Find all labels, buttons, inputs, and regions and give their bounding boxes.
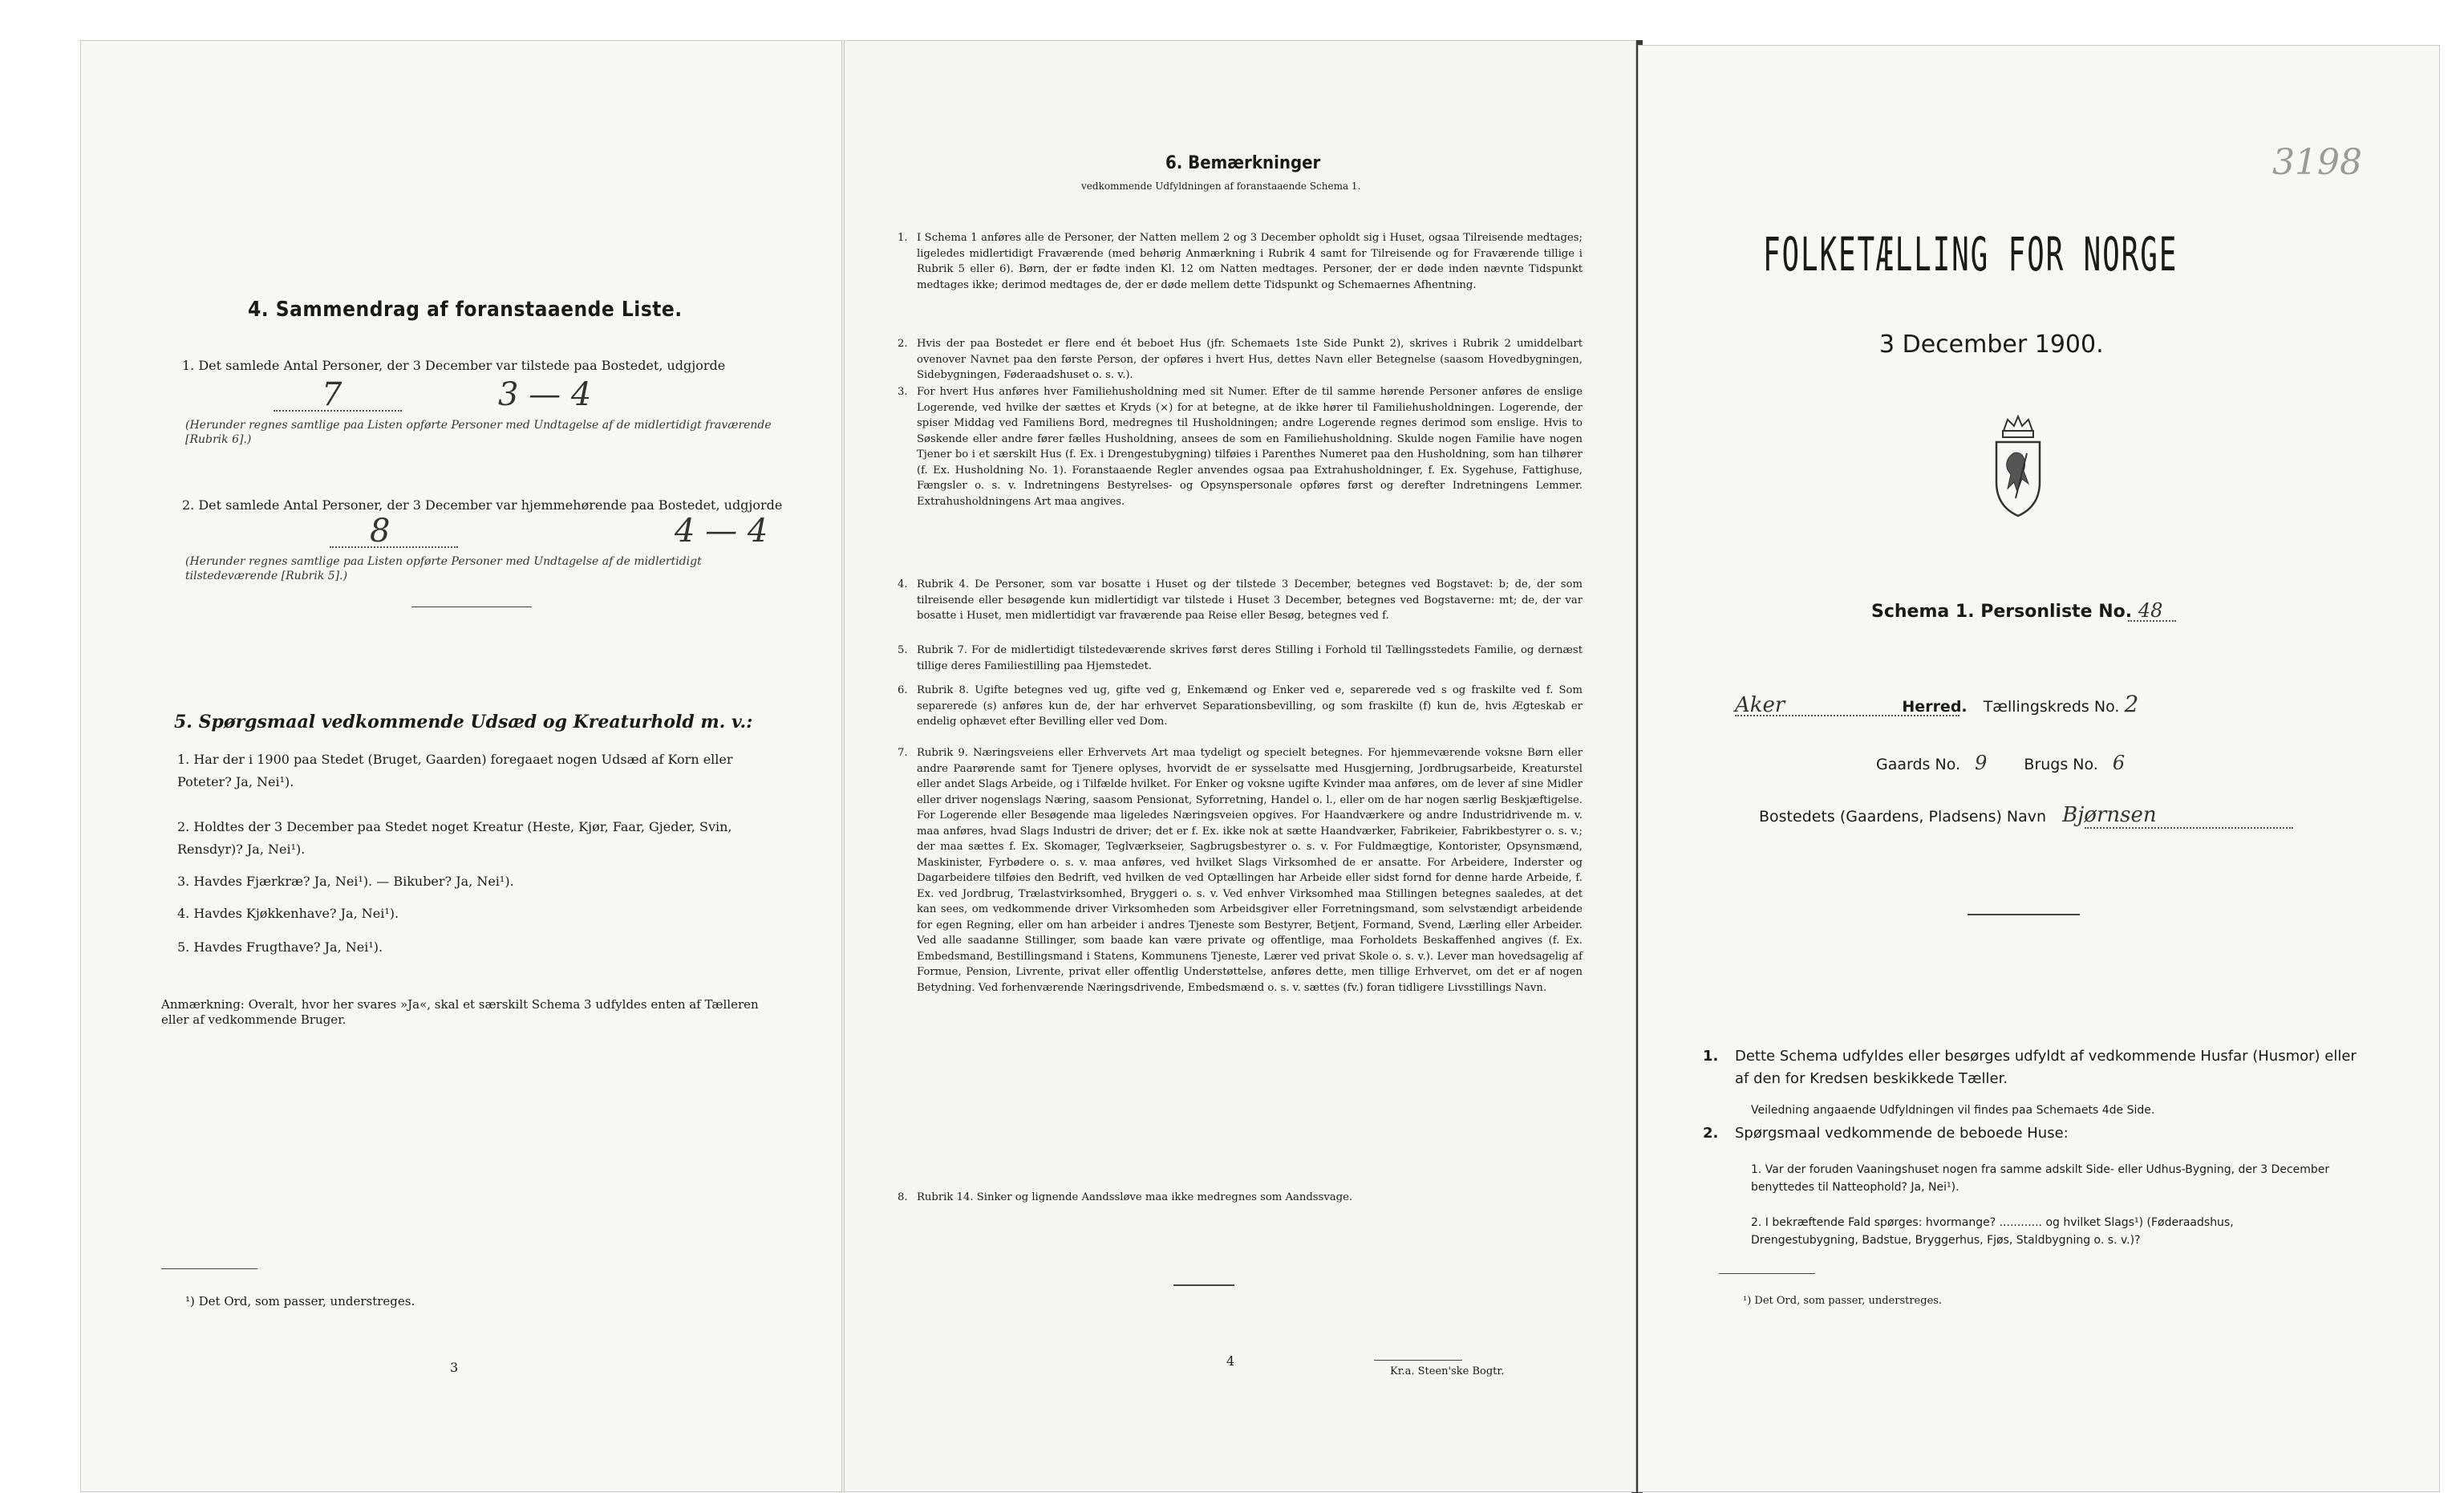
gaards-brugs-row: Gaards No. 9 Brugs No. 6 — [1876, 752, 2126, 774]
instruction-1-sub: Veiledning angaaende Udfyldningen vil findes paa Schemaets 4de Side. — [1751, 1104, 2155, 1117]
coat-of-arms-icon — [1992, 415, 2045, 522]
item-1-note: (Herunder regnes samtlige paa Listen opførte Personer med Undtagelse af de midlertidigt fraværende [Rubrik 6].) — [185, 419, 772, 446]
remarks-subheading: vedkommende Udfyldningen af foranstaaende Schema 1. — [1081, 181, 1361, 192]
remark: Anmærkning: Overalt, hvor her svares »Ja«, skal et særskilt Schema 3 udfyldes enten af Tælleren eller af vedkommende Bruger. — [161, 997, 759, 1027]
remark-item: 1. I Schema 1 anføres alle de Personer, der Natten mellem 2 og 3 December opholdt sig i Huset, ogsaa Tilreisende medtages; ligeledes midlertidigt Fraværende (med behørig Anmærkning i Rubrik 4 samt for Tilreisende og for Fraværende tillige i Rubrik 5 eller 6). Børn, der er fødte inden Kl. 12 om Natten medtages. Personer, der er døde inden nævnte Tidspunkt medtages ikke; derimod medtages de, der er døde mellem dette Tidspunkt og Schemaernes Afhentning. — [898, 232, 1583, 291]
remark-item: 5. Rubrik 7. For de midlertidigt tilstedeværende skrives først deres Stilling i Forhold til Tællingsstedets Familie, og dernæst tillige deres Familiestilling paa Hjemstedet. — [898, 644, 1583, 672]
question-3: 3. Havdes Fjærkræ? Ja, Nei¹). — Bikuber? Ja, Nei¹). — [177, 874, 514, 889]
question-4: 4. Havdes Kjøkkenhave? Ja, Nei¹). — [177, 906, 399, 921]
herred-dotted-line — [1735, 715, 1959, 716]
schema-dotted-line — [2128, 620, 2176, 622]
schema-row: Schema 1. Personliste No. 48 — [1871, 599, 2163, 622]
item-1-handwritten-extra: 3 — 4 — [498, 376, 592, 413]
footnote: ¹) Det Ord, som passer, understreges. — [1743, 1295, 1943, 1307]
footnote-rule — [161, 1268, 257, 1269]
page-number: 4 — [1226, 1353, 1235, 1369]
summary-item-2: 2. Det samlede Antal Personer, der 3 December var hjemmehørende paa Bostedet, udgjorde — [182, 497, 783, 513]
instruction-2: 2. Spørgsmaal vedkommende de beboede Huse: — [1703, 1125, 2069, 1142]
printer-credit: Kr.a. Steen'ske Bogtr. — [1390, 1365, 1505, 1377]
question-5: 5. Havdes Frugthave? Ja, Nei¹). — [177, 939, 383, 955]
item-2-handwritten-value: 8 — [370, 513, 391, 550]
footnote: ¹) Det Ord, som passer, understreges. — [185, 1294, 415, 1308]
question-1: 1. Har der i 1900 paa Stedet (Bruget, Gaarden) foregaaet nogen Udsæd af Korn eller Poteter? Ja, Nei¹). — [177, 752, 733, 789]
remark-item: 8. Rubrik 14. Sinker og lignende Aandssløve maa ikke medregnes som Aandssvage. — [898, 1191, 1353, 1203]
instruction-1: 1. Dette Schema udfyldes eller besørges udfyldt af vedkommende Husfar (Husmor) eller af den for Kredsen beskikkede Tæller. — [1703, 1048, 2357, 1087]
section-divider — [1968, 914, 2080, 915]
remark-item: 2. Hvis der paa Bostedet er flere end ét beboet Hus (jfr. Schemaets 1ste Side Punkt 2), skrives i Rubrik 2 umiddelbart ovenover Navnet paa den første Person, der opføres i hvert Hus, dettes Navn eller Betegnelse (saasom Hovedbygningen, Sidebygningen, Føderaadshuset o. s. v.). — [898, 338, 1583, 381]
section-4-title: 4. Sammendrag af foranstaaende Liste. — [248, 298, 683, 322]
section-5-title: 5. Spørgsmaal vedkommende Udsæd og Kreaturhold m. v.: — [174, 712, 753, 732]
page-number: 3 — [450, 1360, 459, 1375]
census-title: FOLKETÆLLING FOR NORGE — [1763, 227, 2178, 282]
herred-row: Aker Herred. Tællingskreds No. 2 — [1735, 691, 2139, 717]
printer-rule — [1374, 1360, 1462, 1361]
item-1-dotted-line — [274, 410, 402, 412]
remark-item: 4. Rubrik 4. De Personer, som var bosatte i Huset og der tilstede 3 December, betegnes ved Bogstavet: b; de, der som tilreisende eller besøgende kun midlertidigt var tilstede i Huset 3 December, betegnes ved Bogstaverne: mt; de, der var bosatte i Huset, men midlertidigt var fraværende paa Reise eller Besøg, betegnes ved f. — [898, 578, 1583, 622]
question-2: 2. Holdtes der 3 December paa Stedet noget Kreatur (Heste, Kjør, Faar, Gjeder, Svin, Rensdyr)? Ja, Nei¹). — [177, 819, 732, 857]
item-2-note: (Herunder regnes samtlige paa Listen opførte Personer med Undtagelse af de midlertidigt tilstedeværende [Rubrik 5].) — [185, 555, 702, 582]
remark-item: 7. Rubrik 9. Næringsveiens eller Erhvervets Art maa tydeligt og specielt betegnes. For hjemmeværende voksne Børn eller andre Paarørende samt for Tjenere oplyses, hvorvidt de er sysselsatte med Husgjerning, Jordbrugsarbeide, Kreaturstel eller andet Slags Arbeide, og i Tilfælde hvilket. For Enker og voksne ugifte Kvinder maa anføres, om de lever af sine Midler eller driver nogenslags Næring, saasom Pensionat, Syforretning, Handel o. l., eller om de har nogen særlig Beskjæftigelse. For Logerende eller Besøgende maa ligeledes Næringsveien opgives. For Haandværkere og andre Industridrivende m. v. maa anføres, hvad Slags Industri de driver; det er f. Ex. ikke nok at sætte Haandværker, Fabrikeier, Fabrikbestyrer o. s. v.; der maa sættes f. Ex. Skomager, Teglværkseier, Sagbrugsbestyrer o. s. v. For Fuldmægtige, Kontorister, Opsynsmænd, Maskinister, Fyrbødere o. s. v. maa anføres, ved hvilket Slags Virksomhed de er ansatte. For Arbeidere, Inderster og Dagarbeidere tilføies den Bedrift, ved hvilken de ved Optællingen har Arbeide eller sidst fornd for denne harde Arbeide, f. Ex. ved Jordbrug, Trælastvirksomhed, Bryggeri o. s. v. Ved enhver Virksomhed maa Stillingen betegnes saaledes, at det kan sees, om vedkommende driver Virksomheden som Arbeidsgiver eller Forretningsmand, som selvstændigt arbeidende for egen Regning, eller om han arbeider i andres Tjeneste som Bestyrer, Betjent, Formand, Svend, Lærling eller Arbeider. Ved alle saadanne Stillinger, som baade kan være private og offentlige, maa Forholdets Beskaffenhed angives (f. Ex. Embedsmand, Bestillingsmand i Statens, Kommunens Tjeneste, Lærer ved privat Skole o. s. v.). Lever man hovedsagelig af Formue, Pension, Livrente, privat eller offentlig Understøttelse, anføres dette, men tillige Erhvervet, om det er af nogen Betydning. Ved forhenværende Næringsdrivende, Embedsmænd o. s. v. sættes (fv.) foran tidligere Livsstillings Navn. — [898, 747, 1583, 994]
summary-item-1: 1. Det samlede Antal Personer, der 3 December var tilstede paa Bostedet, udgjorde — [182, 358, 726, 373]
remarks-heading: 6. Bemærkninger — [1165, 153, 1321, 173]
item-2-dotted-line — [330, 546, 458, 548]
remark-item: 3. For hvert Hus anføres hver Familiehusholdning med sit Numer. Efter de til samme hørende Personer anføres de enslige Logerende, ved hvilke der sættes et Kryds (×) for at betegne, at de ikke hører til Familiehusholdningen. Logerende, der spiser Middag ved Familiens Bord, medregnes til Husholdningen; andre Logerende regnes derimod som enslige. Hvis to Søskende eller andre fører fælles Husholdning, ansees de som en Familiehusholdning. Skulde nogen Familie have nogen Tjener bo i et særskilt Hus (f. Ex. i Drengestubygning) tilføies i Parenthes Numeret paa den Husholdning, som han tilhører (f. Ex. Husholdning No. 1). Foranstaaende Regler anvendes ogsaa paa Extrahusholdninger, f. Ex. Sygehuse, Fattighuse, Fængsler o. s. v. Indretningens Bestyrelses- og Opsynspersonale opføres først og derefter Indretningens Lemmer. Extrahusholdningens Art maa angives. — [898, 386, 1583, 508]
instruction-2-question-1: 1. Var der foruden Vaaningshuset nogen fra samme adskilt Side- eller Udhus-Bygning, der 3 December benyttedes til Natteophold? Ja, Nei¹). — [1751, 1163, 2330, 1194]
instruction-2-question-2: 2. I bekræftende Fald spørges: hvormange? ............ og hvilket Slags¹) (Føderaadshus, Drengestubygning, Badstue, Bryggerhus, Fjøs, Staldbygning o. s. v.)? — [1751, 1216, 2234, 1247]
remark-item: 6. Rubrik 8. Ugifte betegnes ved ug, gifte ved g, Enkemænd og Enker ved e, separerede ved s og fraskilte ved f. Som separerede (s) anføres kun de, der har erhvervet Separationsbevilling, og som fraskilte (f) kun de, hvis Ægteskab er endelig ophævet efter Bevilling eller ved Dom. — [898, 684, 1583, 728]
census-date: 3 December 1900. — [1879, 331, 2104, 359]
page-4 — [844, 40, 1636, 1492]
end-rule — [1173, 1284, 1234, 1286]
bosted-dotted-line — [2085, 827, 2293, 829]
item-1-handwritten-value: 7 — [322, 376, 342, 413]
archive-number: 3198 — [2272, 142, 2362, 183]
footnote-rule — [1719, 1273, 1815, 1274]
page-1 — [1638, 45, 2440, 1492]
page-3 — [80, 40, 842, 1492]
bosted-row: Bostedets (Gaardens, Pladsens) Navn Bjørnsen — [1759, 803, 2157, 827]
item-2-handwritten-extra: 4 — 4 — [675, 513, 768, 550]
